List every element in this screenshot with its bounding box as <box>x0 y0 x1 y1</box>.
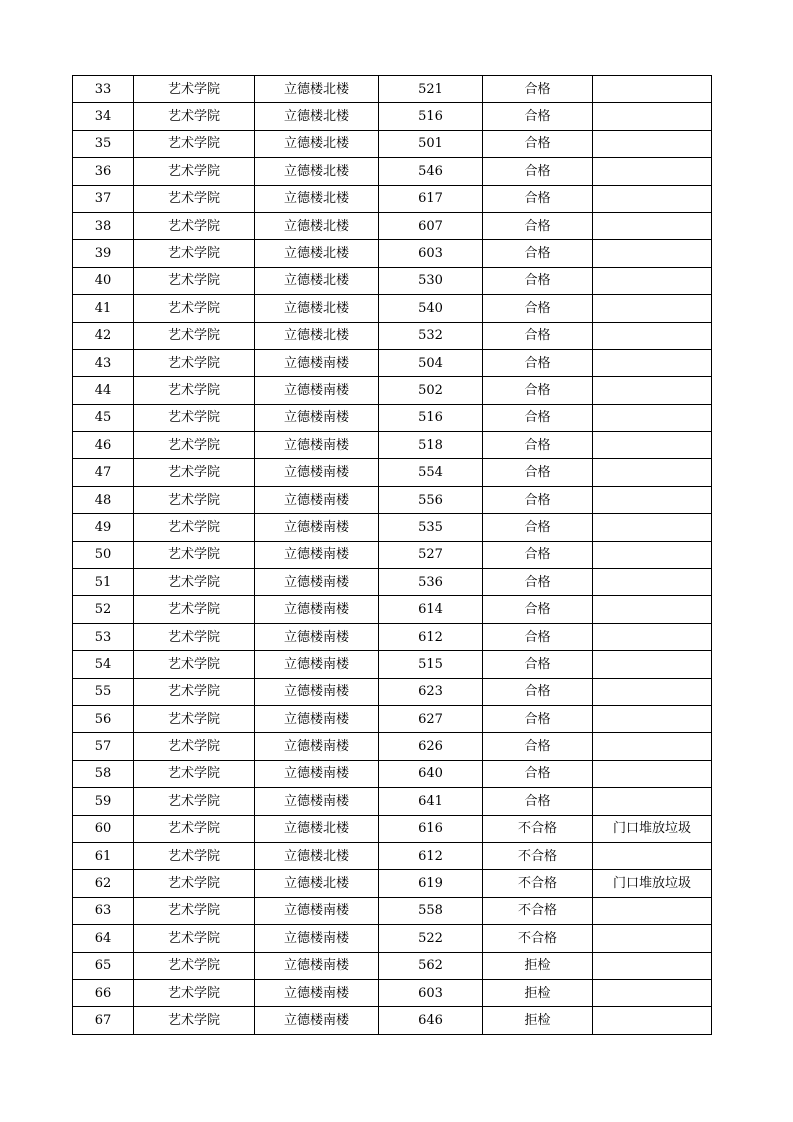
cell-note <box>593 130 712 157</box>
cell-college: 艺术学院 <box>134 815 255 842</box>
cell-building: 立德楼北楼 <box>255 158 379 185</box>
cell-result: 合格 <box>483 377 593 404</box>
table-row <box>73 705 712 732</box>
cell-note <box>593 678 712 705</box>
table-row <box>73 870 712 897</box>
cell-number: 62 <box>73 870 134 897</box>
cell-college: 艺术学院 <box>134 678 255 705</box>
cell-building: 立德楼北楼 <box>255 842 379 869</box>
cell-college: 艺术学院 <box>134 733 255 760</box>
cell-note <box>593 349 712 376</box>
cell-college: 艺术学院 <box>134 158 255 185</box>
cell-college: 艺术学院 <box>134 459 255 486</box>
cell-college: 艺术学院 <box>134 130 255 157</box>
cell-note <box>593 240 712 267</box>
cell-building: 立德楼南楼 <box>255 377 379 404</box>
table-row <box>73 925 712 952</box>
cell-building: 立德楼北楼 <box>255 870 379 897</box>
cell-building: 立德楼南楼 <box>255 705 379 732</box>
cell-room: 530 <box>379 267 483 294</box>
table-row <box>73 76 712 103</box>
cell-note <box>593 486 712 513</box>
cell-college: 艺术学院 <box>134 295 255 322</box>
table-row <box>73 432 712 459</box>
table-row <box>73 486 712 513</box>
cell-number: 52 <box>73 596 134 623</box>
table-row <box>73 733 712 760</box>
table-row <box>73 651 712 678</box>
cell-college: 艺术学院 <box>134 212 255 239</box>
cell-number: 63 <box>73 897 134 924</box>
cell-room: 504 <box>379 349 483 376</box>
table-row <box>73 322 712 349</box>
cell-number: 55 <box>73 678 134 705</box>
cell-number: 49 <box>73 514 134 541</box>
table-body <box>73 76 712 1035</box>
cell-building: 立德楼北楼 <box>255 76 379 103</box>
cell-result: 合格 <box>483 103 593 130</box>
table-row <box>73 404 712 431</box>
cell-room: 532 <box>379 322 483 349</box>
cell-note <box>593 760 712 787</box>
cell-result: 合格 <box>483 569 593 596</box>
cell-number: 57 <box>73 733 134 760</box>
table-row <box>73 678 712 705</box>
cell-room: 607 <box>379 212 483 239</box>
cell-note <box>593 541 712 568</box>
cell-note <box>593 623 712 650</box>
table-row <box>73 459 712 486</box>
cell-note <box>593 842 712 869</box>
cell-college: 艺术学院 <box>134 569 255 596</box>
cell-building: 立德楼南楼 <box>255 678 379 705</box>
cell-room: 612 <box>379 842 483 869</box>
table-row <box>73 240 712 267</box>
cell-note <box>593 295 712 322</box>
cell-room: 619 <box>379 870 483 897</box>
cell-room: 535 <box>379 514 483 541</box>
cell-number: 53 <box>73 623 134 650</box>
table-row <box>73 596 712 623</box>
cell-note <box>593 897 712 924</box>
cell-result: 合格 <box>483 486 593 513</box>
cell-room: 627 <box>379 705 483 732</box>
cell-result: 合格 <box>483 212 593 239</box>
table-row <box>73 377 712 404</box>
cell-room: 521 <box>379 76 483 103</box>
cell-room: 501 <box>379 130 483 157</box>
table-row <box>73 788 712 815</box>
cell-building: 立德楼北楼 <box>255 295 379 322</box>
cell-number: 51 <box>73 569 134 596</box>
cell-number: 46 <box>73 432 134 459</box>
cell-building: 立德楼南楼 <box>255 733 379 760</box>
cell-result: 不合格 <box>483 897 593 924</box>
table-row <box>73 514 712 541</box>
cell-number: 59 <box>73 788 134 815</box>
cell-number: 37 <box>73 185 134 212</box>
cell-building: 立德楼南楼 <box>255 514 379 541</box>
cell-note <box>593 788 712 815</box>
cell-college: 艺术学院 <box>134 870 255 897</box>
cell-result: 合格 <box>483 651 593 678</box>
cell-college: 艺术学院 <box>134 651 255 678</box>
cell-college: 艺术学院 <box>134 952 255 979</box>
cell-building: 立德楼北楼 <box>255 130 379 157</box>
cell-room: 536 <box>379 569 483 596</box>
cell-number: 39 <box>73 240 134 267</box>
cell-building: 立德楼南楼 <box>255 651 379 678</box>
cell-result: 合格 <box>483 678 593 705</box>
cell-college: 艺术学院 <box>134 842 255 869</box>
cell-note <box>593 212 712 239</box>
cell-room: 540 <box>379 295 483 322</box>
table-row <box>73 349 712 376</box>
cell-note <box>593 596 712 623</box>
cell-number: 45 <box>73 404 134 431</box>
cell-note <box>593 322 712 349</box>
cell-note <box>593 185 712 212</box>
cell-number: 43 <box>73 349 134 376</box>
cell-result: 合格 <box>483 623 593 650</box>
cell-room: 527 <box>379 541 483 568</box>
cell-building: 立德楼北楼 <box>255 103 379 130</box>
cell-building: 立德楼南楼 <box>255 760 379 787</box>
cell-college: 艺术学院 <box>134 897 255 924</box>
cell-result: 拒检 <box>483 979 593 1006</box>
table-row <box>73 760 712 787</box>
cell-result: 合格 <box>483 541 593 568</box>
cell-college: 艺术学院 <box>134 349 255 376</box>
cell-number: 50 <box>73 541 134 568</box>
cell-note <box>593 103 712 130</box>
cell-result: 合格 <box>483 733 593 760</box>
cell-result: 合格 <box>483 432 593 459</box>
cell-building: 立德楼南楼 <box>255 541 379 568</box>
cell-college: 艺术学院 <box>134 322 255 349</box>
cell-result: 合格 <box>483 240 593 267</box>
cell-note <box>593 514 712 541</box>
table-row <box>73 842 712 869</box>
cell-college: 艺术学院 <box>134 404 255 431</box>
cell-result: 合格 <box>483 295 593 322</box>
cell-number: 54 <box>73 651 134 678</box>
cell-room: 641 <box>379 788 483 815</box>
table-row <box>73 185 712 212</box>
cell-note <box>593 432 712 459</box>
inspection-table <box>72 75 712 1035</box>
cell-number: 48 <box>73 486 134 513</box>
cell-building: 立德楼南楼 <box>255 596 379 623</box>
cell-result: 不合格 <box>483 842 593 869</box>
cell-number: 35 <box>73 130 134 157</box>
cell-note <box>593 952 712 979</box>
cell-number: 56 <box>73 705 134 732</box>
cell-number: 47 <box>73 459 134 486</box>
cell-college: 艺术学院 <box>134 267 255 294</box>
table-row <box>73 569 712 596</box>
table-row <box>73 623 712 650</box>
cell-room: 515 <box>379 651 483 678</box>
cell-college: 艺术学院 <box>134 377 255 404</box>
cell-result: 合格 <box>483 514 593 541</box>
cell-number: 44 <box>73 377 134 404</box>
cell-note <box>593 377 712 404</box>
cell-result: 合格 <box>483 76 593 103</box>
cell-note <box>593 158 712 185</box>
cell-building: 立德楼南楼 <box>255 623 379 650</box>
cell-college: 艺术学院 <box>134 103 255 130</box>
cell-result: 合格 <box>483 130 593 157</box>
cell-college: 艺术学院 <box>134 514 255 541</box>
table-row <box>73 979 712 1006</box>
cell-building: 立德楼南楼 <box>255 925 379 952</box>
cell-room: 562 <box>379 952 483 979</box>
cell-room: 502 <box>379 377 483 404</box>
cell-room: 556 <box>379 486 483 513</box>
cell-result: 合格 <box>483 404 593 431</box>
cell-building: 立德楼北楼 <box>255 322 379 349</box>
cell-number: 34 <box>73 103 134 130</box>
cell-room: 603 <box>379 240 483 267</box>
cell-building: 立德楼南楼 <box>255 349 379 376</box>
cell-note <box>593 733 712 760</box>
table-row <box>73 212 712 239</box>
cell-note <box>593 267 712 294</box>
cell-result: 不合格 <box>483 870 593 897</box>
cell-note <box>593 705 712 732</box>
cell-room: 614 <box>379 596 483 623</box>
cell-building: 立德楼南楼 <box>255 459 379 486</box>
table-row <box>73 1007 712 1034</box>
cell-room: 646 <box>379 1007 483 1034</box>
cell-college: 艺术学院 <box>134 925 255 952</box>
cell-number: 61 <box>73 842 134 869</box>
cell-building: 立德楼南楼 <box>255 1007 379 1034</box>
cell-building: 立德楼北楼 <box>255 212 379 239</box>
cell-room: 617 <box>379 185 483 212</box>
cell-building: 立德楼北楼 <box>255 240 379 267</box>
cell-number: 67 <box>73 1007 134 1034</box>
table-row <box>73 130 712 157</box>
cell-room: 518 <box>379 432 483 459</box>
cell-number: 41 <box>73 295 134 322</box>
cell-number: 36 <box>73 158 134 185</box>
cell-college: 艺术学院 <box>134 185 255 212</box>
cell-result: 不合格 <box>483 925 593 952</box>
cell-result: 合格 <box>483 760 593 787</box>
cell-note <box>593 979 712 1006</box>
cell-college: 艺术学院 <box>134 240 255 267</box>
cell-college: 艺术学院 <box>134 788 255 815</box>
cell-building: 立德楼北楼 <box>255 267 379 294</box>
cell-college: 艺术学院 <box>134 760 255 787</box>
cell-building: 立德楼南楼 <box>255 486 379 513</box>
cell-note <box>593 569 712 596</box>
cell-result: 拒检 <box>483 1007 593 1034</box>
table-row <box>73 897 712 924</box>
cell-number: 60 <box>73 815 134 842</box>
cell-result: 合格 <box>483 185 593 212</box>
cell-note <box>593 76 712 103</box>
cell-college: 艺术学院 <box>134 979 255 1006</box>
cell-note: 门口堆放垃圾 <box>593 870 712 897</box>
cell-note <box>593 404 712 431</box>
table-row <box>73 103 712 130</box>
cell-college: 艺术学院 <box>134 705 255 732</box>
cell-building: 立德楼南楼 <box>255 432 379 459</box>
cell-college: 艺术学院 <box>134 486 255 513</box>
cell-result: 合格 <box>483 267 593 294</box>
table-row <box>73 541 712 568</box>
cell-note <box>593 1007 712 1034</box>
cell-college: 艺术学院 <box>134 1007 255 1034</box>
cell-building: 立德楼北楼 <box>255 185 379 212</box>
cell-building: 立德楼北楼 <box>255 815 379 842</box>
cell-number: 58 <box>73 760 134 787</box>
cell-number: 65 <box>73 952 134 979</box>
cell-number: 64 <box>73 925 134 952</box>
cell-number: 66 <box>73 979 134 1006</box>
cell-building: 立德楼南楼 <box>255 788 379 815</box>
cell-note <box>593 925 712 952</box>
cell-number: 33 <box>73 76 134 103</box>
table-row <box>73 295 712 322</box>
cell-building: 立德楼南楼 <box>255 404 379 431</box>
table-row <box>73 267 712 294</box>
cell-room: 626 <box>379 733 483 760</box>
cell-room: 623 <box>379 678 483 705</box>
cell-room: 522 <box>379 925 483 952</box>
cell-college: 艺术学院 <box>134 541 255 568</box>
cell-note <box>593 459 712 486</box>
cell-room: 640 <box>379 760 483 787</box>
table-row <box>73 952 712 979</box>
cell-building: 立德楼南楼 <box>255 979 379 1006</box>
cell-room: 516 <box>379 103 483 130</box>
cell-number: 40 <box>73 267 134 294</box>
cell-result: 合格 <box>483 158 593 185</box>
cell-room: 612 <box>379 623 483 650</box>
cell-room: 554 <box>379 459 483 486</box>
cell-building: 立德楼南楼 <box>255 952 379 979</box>
cell-number: 42 <box>73 322 134 349</box>
cell-building: 立德楼南楼 <box>255 897 379 924</box>
cell-result: 合格 <box>483 349 593 376</box>
cell-result: 合格 <box>483 788 593 815</box>
cell-result: 合格 <box>483 596 593 623</box>
cell-college: 艺术学院 <box>134 623 255 650</box>
cell-college: 艺术学院 <box>134 432 255 459</box>
cell-number: 38 <box>73 212 134 239</box>
cell-result: 不合格 <box>483 815 593 842</box>
table-row <box>73 158 712 185</box>
cell-room: 603 <box>379 979 483 1006</box>
cell-college: 艺术学院 <box>134 76 255 103</box>
cell-result: 合格 <box>483 705 593 732</box>
table-row <box>73 815 712 842</box>
cell-result: 合格 <box>483 459 593 486</box>
cell-note <box>593 651 712 678</box>
cell-room: 546 <box>379 158 483 185</box>
cell-note: 门口堆放垃圾 <box>593 815 712 842</box>
cell-result: 拒检 <box>483 952 593 979</box>
cell-result: 合格 <box>483 322 593 349</box>
cell-room: 616 <box>379 815 483 842</box>
cell-room: 558 <box>379 897 483 924</box>
cell-room: 516 <box>379 404 483 431</box>
cell-building: 立德楼南楼 <box>255 569 379 596</box>
cell-college: 艺术学院 <box>134 596 255 623</box>
